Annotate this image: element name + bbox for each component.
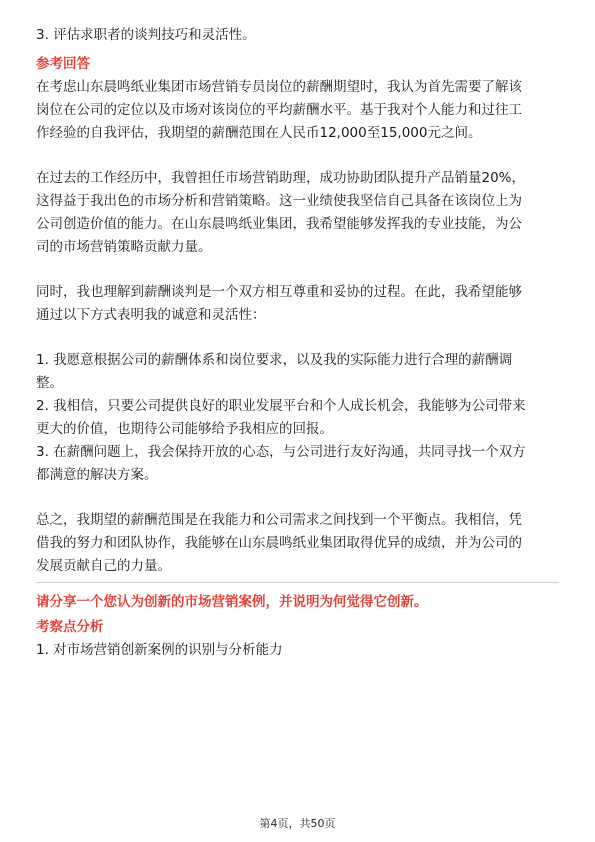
answer-list-line: 都满意的解决方案。 [36, 467, 158, 483]
section-divider [36, 582, 559, 583]
answer-line: 作经验的自我评估，我期望的薪酬范围在人民币12,000至15,000元之间。 [36, 125, 482, 141]
answer-paragraph-1 [36, 76, 559, 145]
answer-line: 在考虑山东晨鸣纸业集团市场营销专员岗位的薪酬期望时，我认为首先需要了解该 [36, 79, 522, 95]
analysis-list-item: 1. 对市场营销创新案例的识别与分析能力 [36, 642, 283, 658]
answer-paragraph-2 [36, 167, 559, 259]
answer-line: 通过以下方式表明我的诚意和灵活性： [36, 307, 266, 323]
answer-list-line: 2. 我相信，只要公司提供良好的职业发展平台和个人成长机会，我能够为公司带来 [36, 398, 526, 414]
answer-paragraph-3 [36, 281, 559, 327]
answer-heading: 参考回答 [36, 56, 90, 72]
intro-list-item: 3. 评估求职者的谈判技巧和灵活性。 [36, 27, 256, 43]
document-page [36, 24, 559, 662]
next-question: 请分享一个您认为创新的市场营销案例，并说明为何觉得它创新。 [36, 594, 428, 610]
analysis-heading: 考察点分析 [36, 619, 104, 635]
answer-list-line: 整。 [36, 375, 63, 391]
answer-line: 公司创造价值的能力。在山东晨鸣纸业集团，我希望能够发挥我的专业技能，为公 [36, 216, 522, 232]
answer-line: 总之，我期望的薪酬范围是在我能力和公司需求之间找到一个平衡点。我相信，凭 [36, 512, 522, 528]
answer-line: 同时，我也理解到薪酬谈判是一个双方相互尊重和妥协的过程。在此，我希望能够 [36, 284, 522, 300]
answer-list-line: 3. 在薪酬问题上，我会保持开放的心态，与公司进行友好沟通，共同寻找一个双方 [36, 444, 526, 460]
answer-list [36, 349, 559, 487]
answer-line: 在过去的工作经历中，我曾担任市场营销助理，成功协助团队提升产品销量20%， [36, 170, 526, 186]
answer-line: 借我的努力和团队协作，我能够在山东晨鸣纸业集团取得优异的成绩，并为公司的 [36, 535, 522, 551]
answer-line: 这得益于我出色的市场分析和营销策略。这一业绩使我坚信自己具备在该岗位上为 [36, 193, 522, 209]
answer-list-line: 1. 我愿意根据公司的薪酬体系和岗位要求，以及我的实际能力进行合理的薪酬调 [36, 352, 513, 368]
answer-line: 司的市场营销策略贡献力量。 [36, 239, 212, 255]
answer-line: 岗位在公司的定位以及市场对该岗位的平均薪酬水平。基于我对个人能力和过往工 [36, 102, 522, 118]
answer-paragraph-conclusion [36, 509, 559, 578]
answer-list-line: 更大的价值，也期待公司能够给予我相应的回报。 [36, 421, 333, 437]
page-footer: 第4页，共50页 [259, 817, 336, 830]
answer-line: 发展贡献自己的力量。 [36, 558, 171, 574]
